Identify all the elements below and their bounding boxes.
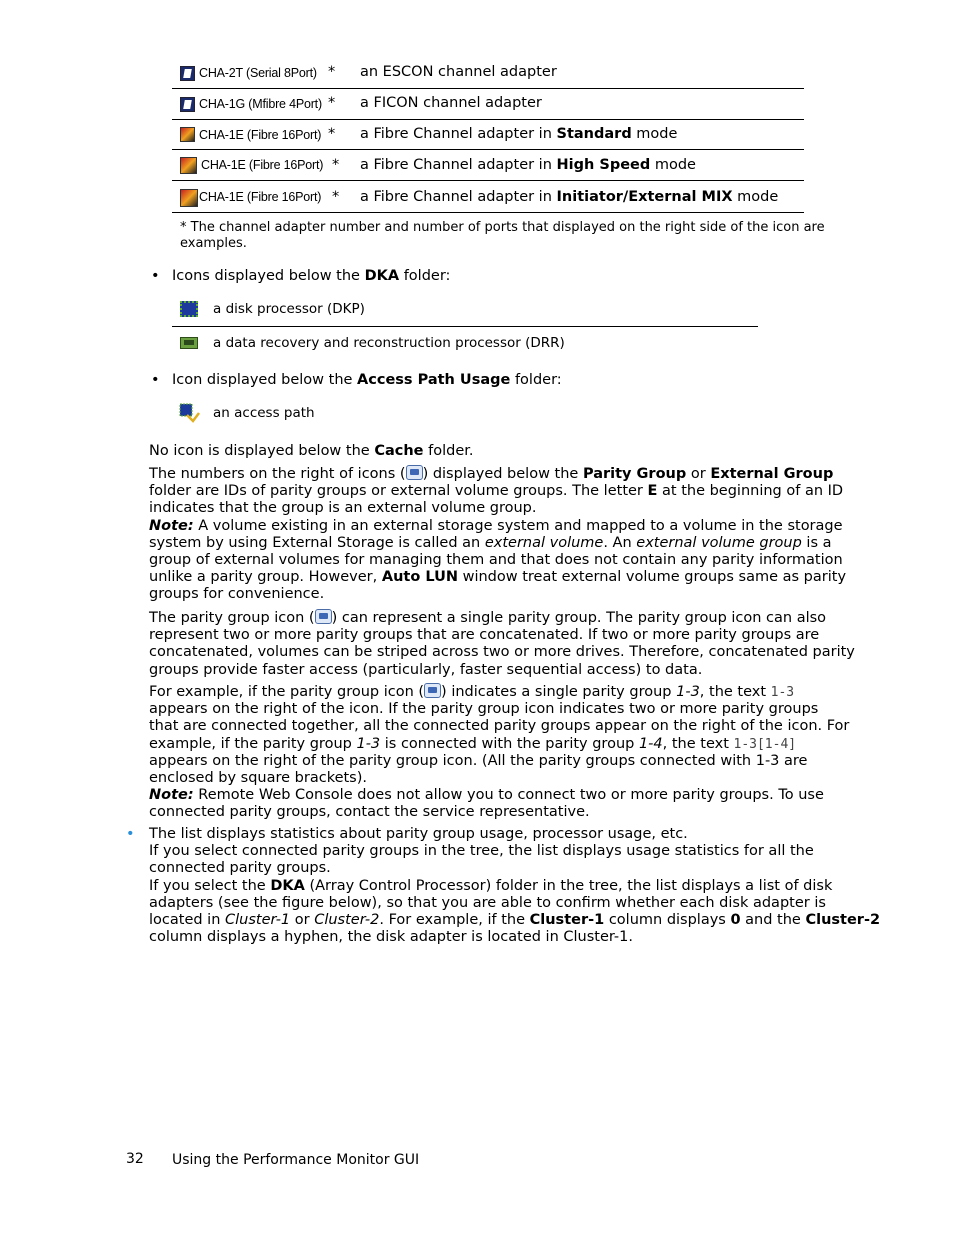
example-paragraph: For example, if the parity group icon ( ) indicates a single parity group 1-3, the text 1-3 appears on the right of the icon. If the parity group icon indicates two or more parity groups that are connected together, all the connected parity groups appear on the right of the icon. For example, if the parity group 1-3 is connected with the parity group 1-4, the text 1-3[1-4] appears on the right of the parity group icon. (All the parity groups connected with 1-3 are enclosed by square brackets). Note: Remote Web Console does not allow you to connect two or more parity groups. To use connected parity groups, contact the service representative. [149,684,850,821]
fibre-highspeed-icon [180,157,197,174]
escon-adapter-icon [180,66,195,81]
adapter-row: CHA-1G (Mfibre 4Port) * a FICON channel adapter [172,95,804,115]
disk-processor-icon [180,301,198,317]
table-divider [172,212,804,213]
dka-intro: Icons displayed below the DKA folder: [172,268,451,284]
bullet: • [126,826,135,842]
cache-note: No icon is displayed below the Cache folder. [149,443,474,459]
adapter-row: CHA-2T (Serial 8Port) * an ESCON channel adapter [172,64,804,84]
table-divider [172,180,804,181]
drr-label: a data recovery and reconstruction processor (DRR) [213,335,565,351]
page-number: 32 [126,1151,144,1167]
dkp-label: a disk processor (DKP) [213,301,365,317]
access-path-intro: Icon displayed below the Access Path Usage folder: [172,372,562,388]
drr-processor-icon [180,337,198,349]
bullet: • [151,268,160,284]
ficon-adapter-icon [180,97,195,112]
adapter-row: CHA-1E (Fibre 16Port) * a Fibre Channel adapter in Standard mode [172,126,804,146]
list-paragraph: The list displays statistics about parity group usage, processor usage, etc. If you select connected parity groups in the tree, the list displays usage statistics for all the connected parity groups. If you select the DKA (Array Control Processor) folder in the tree, the list displays a list of disk adapters (see the figure below), so that you are able to confirm whether each disk adapter is located in Cluster-1 or Cluster-2. For example, if the Cluster-1 column displays 0 and the Cluster-2 column displays a hyphen, the disk adapter is located in Cluster-1. [149,826,881,946]
parity-group-icon [424,683,441,698]
table-divider [172,119,804,120]
table-footnote: * The channel adapter number and number of ports that displayed on the right side of the icon are examples. [180,220,825,251]
dka-divider [172,326,758,327]
fibre-standard-icon [180,127,195,142]
adapter-row: CHA-1E (Fibre 16Port) * a Fibre Channel adapter in Initiator/External MIX mode [172,189,804,209]
running-footer-title: Using the Performance Monitor GUI [172,1152,420,1168]
bullet: • [151,372,160,388]
table-divider [172,149,804,150]
parity-group-icon [406,465,423,480]
adapter-row: CHA-1E (Fibre 16Port) * a Fibre Channel adapter in High Speed mode [172,157,804,177]
table-divider [172,88,804,89]
access-path-icon [179,403,201,423]
concatenation-paragraph: The parity group icon ( ) can represent a single parity group. The parity group icon can also represent two or more parity groups that are concatenated. If two or more parity groups are concatenated, volumes can be striped across two or more drives. Therefore, concatenated parity groups provide faster access (particularly, faster sequential access) to data. [149,610,855,678]
parity-group-paragraph: The numbers on the right of icons ( ) displayed below the Parity Group or External Group folder are IDs of parity groups or external volume groups. The letter E at the beginning of an ID indicates that the group is an external volume group. Note: A volume existing in an external storage system and mapped to a volume in the storage system by using External Storage is called an external volume. An external volume group is a group of external volumes for managing them and that does not contain any parity information unlike a parity group. However, Auto LUN window treat external volume groups same as parity groups for convenience. [149,466,847,603]
parity-group-icon [315,609,332,624]
fibre-initiator-icon [180,189,198,207]
access-path-label: an access path [213,405,315,421]
